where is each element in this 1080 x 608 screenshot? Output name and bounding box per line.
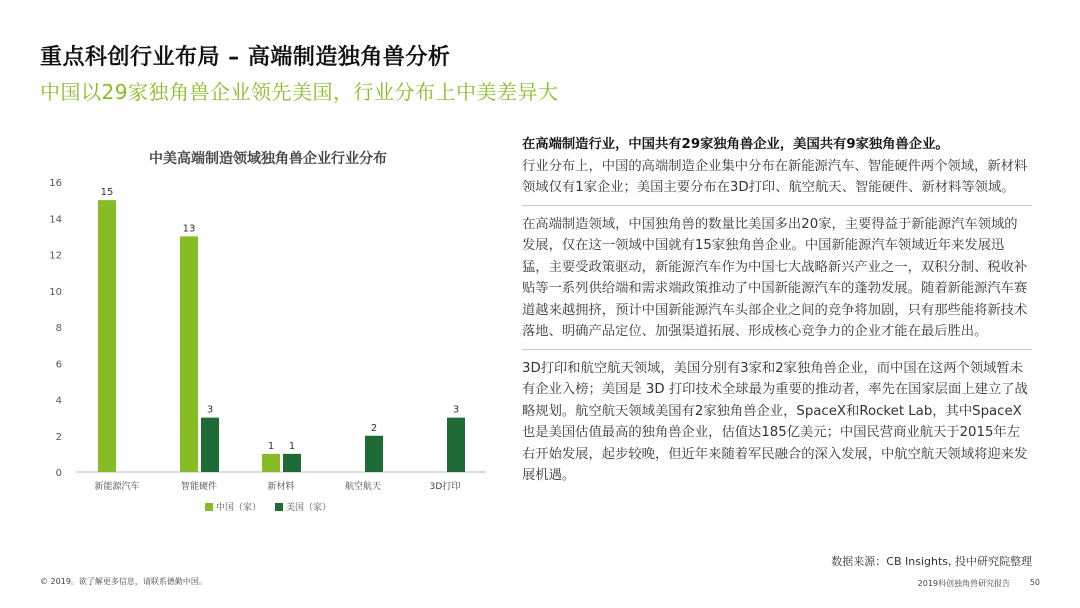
data-label: 3 xyxy=(206,404,214,416)
analysis-panel xyxy=(522,134,1032,501)
data-label: 1 xyxy=(288,440,296,452)
y-tick-label: 12 xyxy=(49,250,62,262)
data-label: 1 xyxy=(267,440,275,452)
x-tick-label: 新材料 xyxy=(267,482,295,492)
footer-report-name: 2019科创独角兽研究报告 xyxy=(917,579,1010,588)
chart-legend xyxy=(205,500,331,513)
y-tick-label: 10 xyxy=(49,286,62,298)
analysis-block-ev xyxy=(522,214,1032,350)
legend-item-china xyxy=(205,500,261,513)
y-tick-label: 8 xyxy=(55,323,62,334)
data-label: 13 xyxy=(182,223,196,235)
data-source: 数据来源：CB Insights, 投中研究院整理 xyxy=(831,555,1032,568)
data-label: 2 xyxy=(370,422,378,434)
y-tick-label: 6 xyxy=(55,359,62,371)
legend-item-usa xyxy=(275,500,331,513)
page-subtitle: 中国以29家独角兽企业领先美国，行业分布上中美差异大 xyxy=(40,80,559,104)
bar xyxy=(447,418,465,472)
x-tick-label: 航空航天 xyxy=(344,482,382,492)
analysis-block-aerospace xyxy=(522,358,1032,493)
analysis-block-overview xyxy=(522,134,1032,206)
bar xyxy=(365,436,383,472)
page-title: 重点科创行业布局 – 高端制造独角兽分析 xyxy=(40,45,451,70)
chart-title: 中美高端制造领域独角兽企业行业分布 xyxy=(149,151,387,167)
y-tick-label: 0 xyxy=(55,468,62,479)
y-tick-label: 4 xyxy=(55,395,62,407)
data-label: 3 xyxy=(452,404,460,416)
overview-headline: 在高端制造行业，中国共有29家独角兽企业，美国共有9家独角兽企业。 xyxy=(522,137,949,152)
y-tick-label: 16 xyxy=(49,178,62,189)
page-number: 50 xyxy=(1029,578,1040,587)
bar xyxy=(180,236,198,472)
data-label: 15 xyxy=(100,187,114,199)
y-tick-label: 2 xyxy=(55,431,62,443)
chart-svg xyxy=(28,160,498,520)
y-tick-label: 14 xyxy=(49,214,62,226)
bar-chart xyxy=(28,140,498,520)
bar xyxy=(283,454,301,472)
x-tick-label: 新能源汽车 xyxy=(94,482,140,492)
x-tick-label: 3D打印 xyxy=(429,482,461,492)
bar xyxy=(201,418,219,472)
aerospace-body: 3D打印和航空航天领域，美国分别有3家和2家独角兽企业，而中国在这两个领域暂未有企业入榜；美国是 3D 打印技术全球最为重要的推动者，率先在国家层面上建立了战略规划。航空航天领域美国有2家独角兽企业，SpaceX和Rocket Lab，其中SpaceX也是美国估值最高的独角兽企业，估值达185亿美元；中国民营商业航天于2015年左右开始发展，起步较晚，但近年来随着军民融合的深入发展，中航空航天领域将迎来发展机遇。 xyxy=(522,360,1028,483)
bar xyxy=(98,200,116,472)
legend-label-usa: 美国（家） xyxy=(286,503,332,513)
overview-body: 行业分布上，中国的高端制造企业集中分布在新能源汽车、智能硬件两个领域，新材料领域仅有1家企业；美国主要分布在3D打印、航空航天、智能硬件、新材料等领域。 xyxy=(522,158,1028,195)
ev-body: 在高端制造领域，中国独角兽的数量比美国多出20家，主要得益于新能源汽车领域的发展，仅在这一领域中国就有15家独角兽企业。中国新能源汽车领域近年来发展迅猛，主要受政策驱动，新能源汽车作为中国七大战略新兴产业之一，双积分制、税收补贴等一系列供给端和需求端政策推动了中国新能源汽车的蓬勃发展。随着新能源汽车赛道越来越拥挤，预计中国新能源汽车头部企业之间的竞争将加剧，只有那些能将新技术落地、明确产品定位、加强渠道拓展、形成核心竞争力的企业才能在最后胜出。 xyxy=(522,216,1028,339)
legend-swatch-usa xyxy=(275,503,283,511)
bar xyxy=(262,454,280,472)
x-tick-label: 智能硬件 xyxy=(180,482,218,492)
legend-swatch-china xyxy=(205,503,213,511)
footer-copyright: © 2019。欲了解更多信息，请联系德勤中国。 xyxy=(40,577,207,586)
legend-label-china: 中国（家） xyxy=(216,503,262,513)
